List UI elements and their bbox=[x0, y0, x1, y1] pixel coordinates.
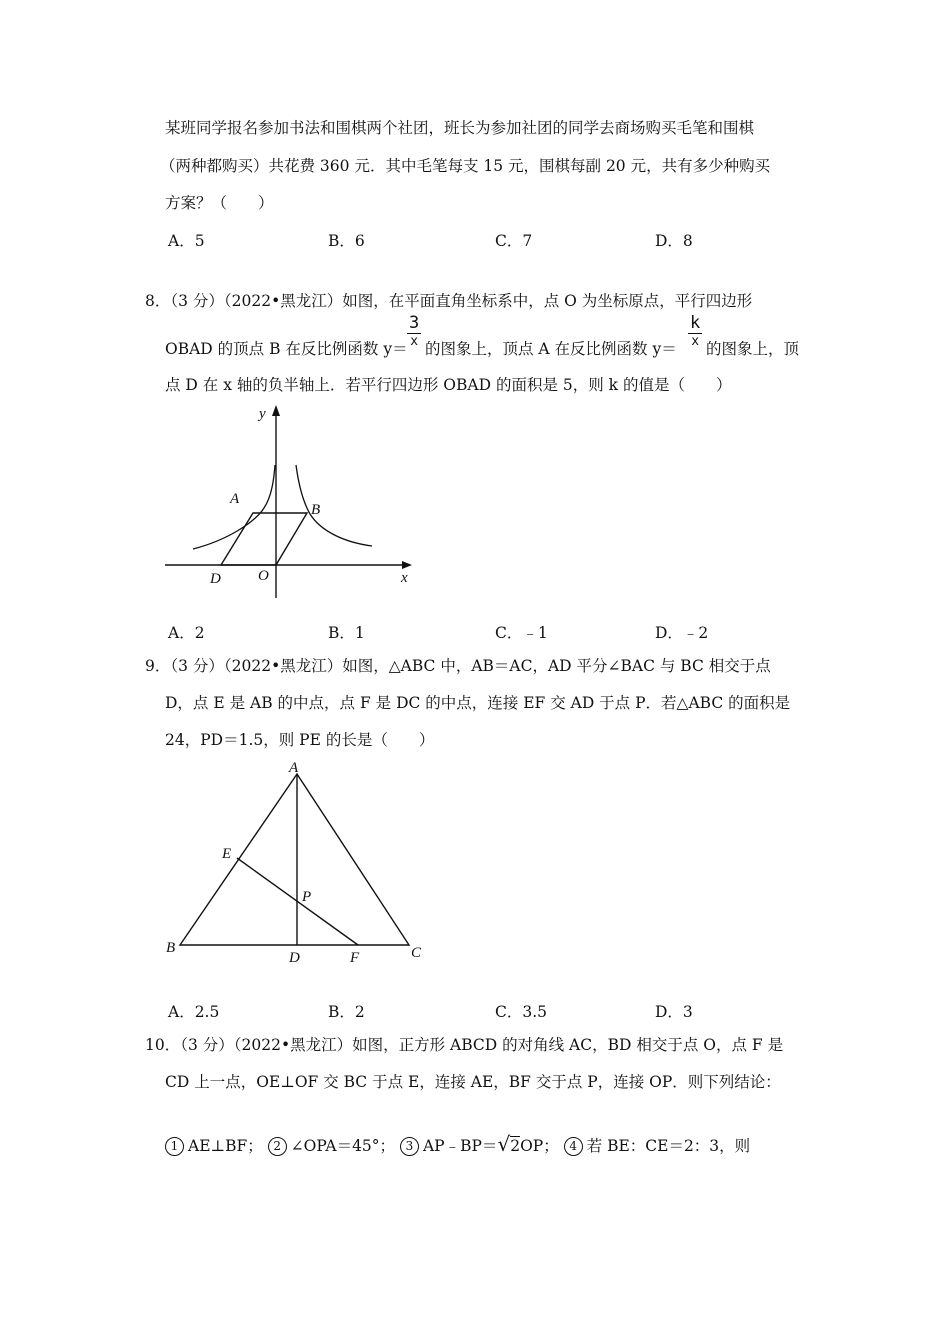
label-F: F bbox=[350, 950, 360, 966]
label-x: x bbox=[401, 570, 408, 586]
q8-line-3: 点 D 在 x 轴的负半轴上．若平行四边形 OBAD 的面积是 5，则 k 的值是（ ） bbox=[165, 376, 732, 394]
radicand: 2 bbox=[510, 1137, 521, 1155]
q10-line-1: 10．（3 分）（2022•黑龙江）如图，正方形 ABCD 的对角线 AC，BD 相交于点 O，点 F 是 bbox=[145, 1036, 784, 1054]
label-A: A bbox=[230, 491, 240, 507]
q8-frac2-denominator: x bbox=[691, 334, 700, 349]
q9-option-c: C．3.5 bbox=[495, 1003, 548, 1021]
circled-2-icon: 2 bbox=[268, 1137, 287, 1156]
q9-line-3: 24，PD＝1.5，则 PE 的长是（ ） bbox=[165, 731, 435, 749]
q7-option-d: D．8 bbox=[655, 232, 693, 250]
q8-option-d: D．﹣2 bbox=[655, 624, 709, 642]
q9-option-b: B．2 bbox=[328, 1003, 365, 1021]
conclusion-4: 若 BE：CE＝2：3，则 bbox=[586, 1137, 751, 1155]
label-P: P bbox=[302, 889, 312, 905]
conclusion-2: ∠OPA＝45°； bbox=[290, 1137, 396, 1155]
q8-frac2-numerator: k bbox=[690, 313, 701, 333]
q9-option-a: A．2.5 bbox=[168, 1003, 220, 1021]
label-O: O bbox=[258, 568, 269, 584]
q7-option-b: B．6 bbox=[328, 232, 365, 250]
q8-frac1-denominator: x bbox=[410, 334, 419, 349]
label-B: B bbox=[166, 940, 176, 956]
q10-line-2: CD 上一点，OE⊥OF 交 BC 于点 E，连接 AE，BF 交于点 P，连接 OP．则下列结论： bbox=[165, 1073, 781, 1091]
label-E: E bbox=[222, 846, 232, 862]
q8-line-2b: 的图象上，顶点 A 在反比例函数 y＝ bbox=[425, 340, 677, 358]
triangle-ABC bbox=[180, 774, 409, 945]
q8-frac1-numerator: 3 bbox=[409, 313, 420, 333]
label-D: D bbox=[289, 950, 300, 966]
q10-conclusions bbox=[165, 1133, 750, 1157]
conclusion-3b: OP； bbox=[520, 1137, 559, 1155]
q7-line-3: 方案？（ ） bbox=[165, 194, 274, 212]
q8-line-2a: OBAD 的顶点 B 在反比例函数 y＝ bbox=[165, 340, 408, 358]
circled-4-icon: 4 bbox=[564, 1137, 583, 1156]
q9-line-1: 9．（3 分）（2022•黑龙江）如图，△ABC 中，AB＝AC，AD 平分∠BAC 与 BC 相交于点 bbox=[145, 657, 771, 675]
q8-option-c: C．﹣1 bbox=[495, 624, 548, 642]
q9-line-2: D，点 E 是 AB 的中点，点 F 是 DC 的中点，连接 EF 交 AD 于点 P．若△ABC 的面积是 bbox=[165, 694, 791, 712]
q8-option-a: A．2 bbox=[168, 624, 205, 642]
q7-option-c: C．7 bbox=[495, 232, 533, 250]
q7-line-1: 某班同学报名参加书法和围棋两个社团，班长为参加社团的同学去商场购买毛笔和围棋 bbox=[165, 119, 755, 137]
q7-option-a: A．5 bbox=[168, 232, 205, 250]
label-A: A bbox=[289, 760, 299, 776]
sqrt-icon: √ bbox=[497, 1132, 511, 1156]
circled-1-icon: 1 bbox=[165, 1137, 184, 1156]
q8-option-b: B．1 bbox=[328, 624, 365, 642]
conclusion-3a: AP﹣BP＝ bbox=[422, 1137, 498, 1155]
circled-3-icon: 3 bbox=[400, 1137, 419, 1156]
q9-option-d: D．3 bbox=[655, 1003, 693, 1021]
label-B: B bbox=[311, 502, 321, 518]
q8-line-1: 8．（3 分）（2022•黑龙江）如图，在平面直角坐标系中，点 O 为坐标原点，平行四边形 bbox=[145, 292, 753, 310]
q8-line-2c: 的图象上，顶 bbox=[706, 340, 800, 358]
label-D: D bbox=[210, 571, 221, 587]
label-C: C bbox=[411, 945, 422, 961]
label-y: y bbox=[259, 406, 266, 422]
q7-line-2: （两种都购买）共花费 360 元．其中毛笔每支 15 元，围棋每副 20 元，共有多少种购买 bbox=[160, 157, 771, 175]
conclusion-1: AE⊥BF； bbox=[188, 1137, 263, 1155]
